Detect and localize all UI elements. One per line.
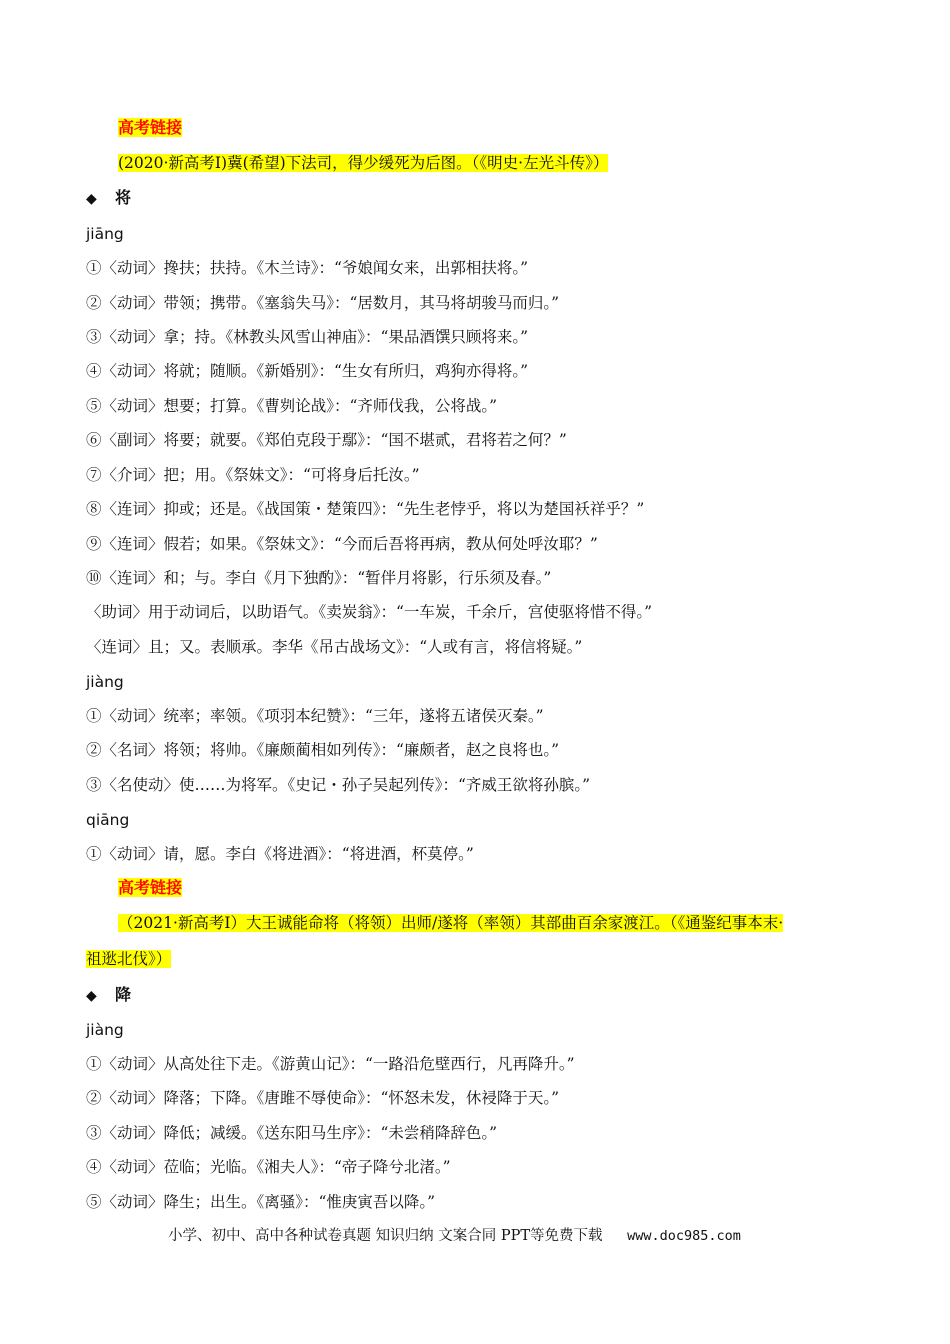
definition-item: ③〈动词〉降低；减缓。《送东阳马生序》：“未尝稍降辞色。”	[86, 1124, 498, 1142]
definition-item: ④〈动词〉将就；随顺。《新婚别》：“生女有所归，鸡狗亦得将。”	[86, 362, 529, 380]
gaokao-link-label: 高考链接	[118, 118, 183, 137]
entry-heading-jiang: ◆ 将	[86, 185, 131, 211]
definition-item: ⑤〈动词〉想要；打算。《曹刿论战》：“齐师伐我，公将战。”	[86, 397, 498, 415]
gaokao-link-title-2	[118, 875, 182, 901]
definition-item: ②〈动词〉降落；下降。《唐雎不辱使命》：“怀怒未发，休祲降于天。”	[86, 1089, 560, 1107]
definition-item: ④〈动词〉莅临；光临。《湘夫人》：“帝子降兮北渚。”	[86, 1158, 451, 1176]
definition-item: ⑥〈副词〉将要；就要。《郑伯克段于鄢》：“国不堪贰，君将若之何？”	[86, 431, 567, 449]
pinyin-label: jiāng	[86, 225, 124, 243]
definition-item: ⑧〈连词〉抑或；还是。《战国策・楚策四》：“先生老悖乎，将以为楚国袄祥乎？”	[86, 500, 645, 518]
diamond-bullet-icon: ◆	[86, 191, 97, 207]
diamond-bullet-icon: ◆	[86, 988, 97, 1004]
definition-item: 〈连词〉且；又。表顺承。李华《吊古战场文》：“人或有言，将信将疑。”	[86, 638, 583, 656]
definition-item: ⑨〈连词〉假若；如果。《祭妹文》：“今而后吾将再病，教从何处呼汝耶？”	[86, 535, 598, 553]
definition-item: ②〈名词〉将领；将帅。《廉颇蔺相如列传》：“廉颇者，赵之良将也。”	[86, 741, 560, 759]
definition-item: ⑩〈连词〉和；与。李白《月下独酌》：“暂伴月将影，行乐须及春。”	[86, 569, 552, 587]
definition-item: ③〈动词〉拿；持。《林教头风雪山神庙》：“果品酒馔只顾将来。”	[86, 328, 529, 346]
pinyin-label: qiāng	[86, 811, 130, 829]
page-footer	[168, 1224, 741, 1248]
gaokao-link-text-1: (2020·新高考I)冀(希望)下法司，得少缓死为后图。（《明史·左光斗传》）	[118, 154, 609, 172]
pinyin-label: jiàng	[86, 673, 124, 691]
footer-text: 小学、初中、高中各种试卷真题 知识归纳 文案合同 PPT等免费下载	[168, 1228, 603, 1244]
pinyin-label: jiàng	[86, 1021, 124, 1039]
gaokao-link-text-2b: 祖逖北伐》）	[86, 950, 172, 968]
definition-item: ①〈动词〉统率；率领。《项羽本纪赞》：“三年，遂将五诸侯灭秦。”	[86, 707, 544, 725]
definition-item: ⑤〈动词〉降生；出生。《离骚》：“惟庚寅吾以降。”	[86, 1193, 436, 1211]
definition-item: ①〈动词〉从高处往下走。《游黄山记》：“一路沿危壁西行，凡再降升。”	[86, 1055, 575, 1073]
gaokao-link-label: 高考链接	[118, 878, 183, 897]
definition-item: ⑦〈介词〉把；用。《祭妹文》：“可将身后托汝。”	[86, 466, 420, 484]
gaokao-link-title-1	[118, 115, 182, 141]
definition-item: ①〈动词〉请，愿。李白《将进酒》：“将进酒，杯莫停。”	[86, 845, 474, 863]
definition-item: ①〈动词〉搀扶；扶持。《木兰诗》：“爷娘闻女来，出郭相扶将。”	[86, 259, 529, 277]
definition-item: 〈助词〉用于动词后，以助语气。《卖炭翁》：“一车炭，千余斤，宫使驱将惜不得。”	[86, 603, 653, 621]
definition-item: ③〈名使动〉使……为将军。《史记・孙子吴起列传》：“齐威王欲将孙膑。”	[86, 776, 591, 794]
gaokao-link-text-2a: （2021·新高考I）大王诚能命将（将领）出师/遂将（率领）其部曲百余家渡江。（《通鉴纪事本末·	[118, 914, 784, 932]
definition-item: ②〈动词〉带领；携带。《塞翁失马》：“居数月，其马将胡骏马而归。”	[86, 294, 560, 312]
footer-url: www.doc985.com	[627, 1228, 741, 1244]
entry-heading-jiang2: ◆ 降	[86, 982, 131, 1008]
